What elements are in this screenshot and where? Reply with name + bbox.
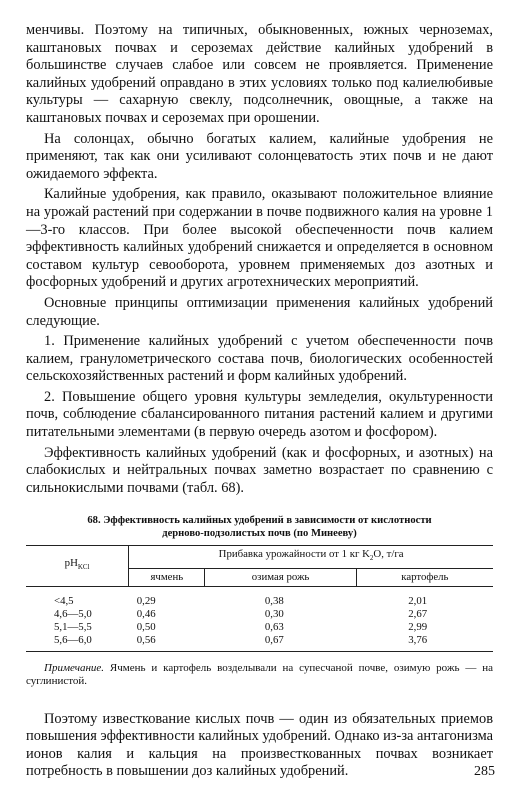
value-cell: 0,67	[205, 634, 356, 652]
ph-cell: <4,5	[26, 586, 129, 608]
value-cell: 2,99	[408, 620, 428, 633]
note-label: Примечание.	[44, 661, 105, 674]
paragraph-solonets: На солонцах, обычно богатых калием, калийные удобрения не применяют, так как они усиливают солонцеватость этих почв и не дают ожидаемого эффекта.	[26, 130, 493, 182]
efficiency-table	[26, 545, 493, 651]
ph-header: $pH_{KCl}$	[26, 546, 129, 586]
table-row	[26, 586, 493, 608]
value-cell: 0,46	[136, 607, 156, 620]
value-cell: 0,38	[205, 586, 356, 608]
table-caption-line-1: 68. Эффективность калийных удобрений в зависимости от кислотности	[87, 515, 432, 527]
paragraph-principle-2: 2. Повышение общего уровня культуры земледелия, окультуренности почв, соблюдение сбалансированного питания растений калием и другими питательными элементами (в первую очередь азотом и фосфором).	[26, 388, 493, 441]
table-note	[26, 662, 493, 689]
paragraph-principles-intro: Основные принципы оптимизации применения калийных удобрений следующие.	[26, 294, 493, 329]
value-cell: 3,76	[356, 634, 493, 652]
paragraph-acidity-effect: Эффективность калийных удобрений (как и фосфорных, и азотных) на слабокислых и нейтральных почвах заметно возрастает по сравнению с сильнокислыми почвами (табл. 68).	[26, 444, 493, 496]
paragraph-liming: Поэтому известкование кислых почв — один из обязательных приемов повышения эффективности калийных удобрений. Однако из-за антагонизма ионов калия и кальция на произвесткованных почвах возникает потребность в повышении доз калийных удобрений.	[26, 710, 493, 780]
column-barley: ячмень	[129, 568, 205, 586]
ph-cell: 5,1—5,5	[54, 620, 92, 633]
table-row	[26, 608, 493, 621]
value-cell: 0,56	[129, 634, 205, 652]
column-potato: картофель	[356, 568, 493, 586]
column-winter-rye: озимая рожь	[205, 568, 356, 586]
yield-increase-header: Прибавка урожайности от 1 кг $K_2O$, т/га	[129, 546, 493, 568]
value-cell: 0,63	[264, 620, 284, 633]
page-number: 285	[474, 764, 495, 779]
ph-cell: 5,6—6,0	[26, 634, 129, 652]
value-cell: 0,50	[136, 620, 156, 633]
value-cell: 2,01	[356, 586, 493, 608]
value-cell: 0,29	[129, 586, 205, 608]
table-row	[26, 621, 493, 634]
value-cell: 0,30	[264, 607, 284, 620]
paragraph-continuation: менчивы. Поэтому на типичных, обыкновенных, южных черноземах, каштановых почвах и сероземах действие калийных удобрений в большинстве случаев слабое или совсем не проявляется. Применение калийных удобрений оправдано в этих условиях только под калиелюбивые культуры — сахарную свеклу, подсолнечник, овощные, а также на каштановых почвах и сероземах при орошении.	[26, 22, 493, 126]
table-caption-line-2: дерново-подзолистых почв (по Минееву)	[162, 527, 357, 539]
paragraph-potassium-classes: Калийные удобрения, как правило, оказывают положительное влияние на урожай растений при содержании в почве подвижного калия на уровне 1—3-го классов. При более высокой обеспеченности почв калием эффективность калийных удобрений снижается и определяется в основном составом культур севооборота, уровнем применяемых доз азотных и фосфорных удобрений и других агротехнических мероприятий.	[26, 186, 493, 291]
value-cell: 2,67	[408, 607, 428, 620]
table-row	[26, 634, 493, 652]
table-caption	[26, 515, 493, 540]
paragraph-principle-1: 1. Применение калийных удобрений с учетом обеспеченности почв калием, гранулометрического состава почв, биологических особенностей сельскохозяйственных растений и форм калийных удобрений.	[26, 333, 493, 385]
note-text: Ячмень и картофель возделывали на супесчаной почве, озимую рожь — на суглинистой.	[26, 661, 493, 688]
ph-cell: 4,6—5,0	[54, 607, 92, 620]
